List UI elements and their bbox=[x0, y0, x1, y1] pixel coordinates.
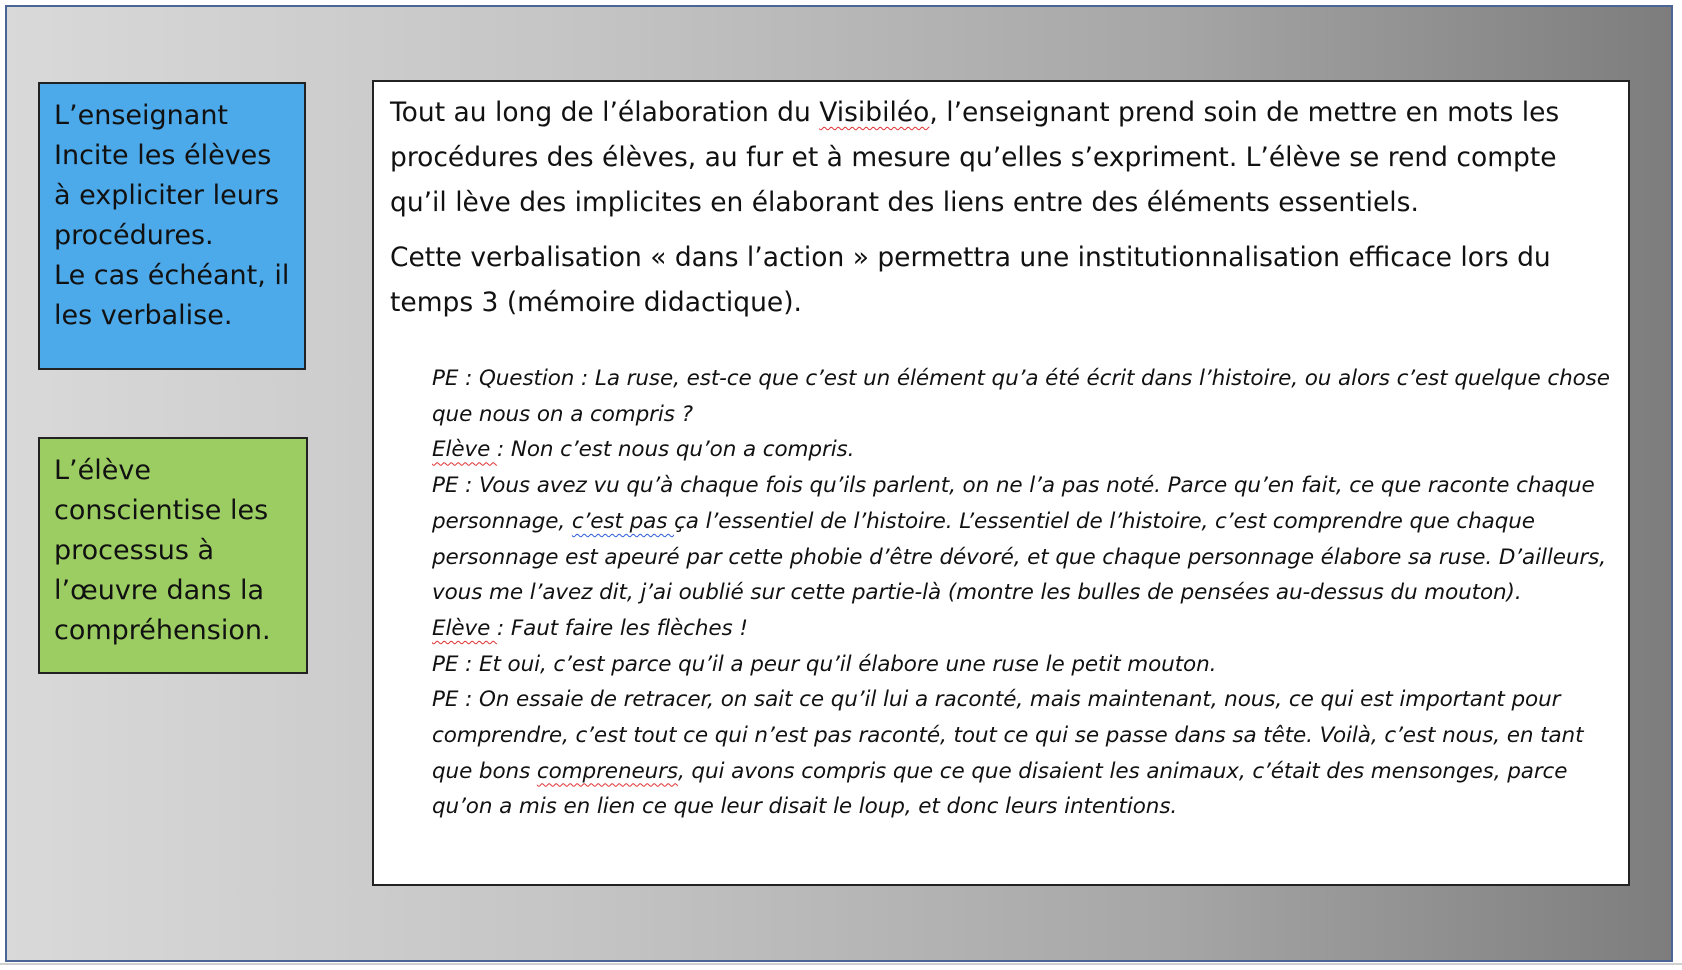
teacher-box-line-3: Le cas échéant, il les verbalise. bbox=[54, 260, 290, 331]
dialogue-text: , qui avons compris que ce que disaient les animaux, c’était des mensonges, parce qu’on a mis en lien ce que leur disait le loup, et donc leurs intentions. bbox=[432, 758, 1568, 820]
bottom-divider bbox=[0, 963, 1682, 965]
transcript-box bbox=[372, 80, 1630, 886]
dialogue-text: PE : On essaie de retracer, on sait ce qu’il lui a raconté, mais maintenant, nous, ce qui est important pour comprendre, c’est tout ce qui n’est pas raconté, tout ce qui se passe dans sa tête. Voilà, c’est nous, en tant que bons bbox=[432, 687, 1584, 784]
student-box-text: L’élève conscientise les processus à l’œuvre dans la compréhension. bbox=[54, 455, 271, 646]
dialogue-line bbox=[432, 611, 1612, 647]
dialogue-text: PE : Et oui, c’est parce qu’il a peur qu’il élabore une ruse le petit mouton. bbox=[432, 651, 1217, 677]
intro-text-start: Tout au long de l’élaboration du bbox=[390, 97, 820, 128]
intro-text-end: , l’enseignant prend soin de mettre en mots les procédures des élèves, au fur et à mesure qu’elles s’expriment. L’élève se rend compte qu’il lève des implicites en élaborant des liens entre des éléments essentiels. bbox=[390, 97, 1560, 218]
dialogue-text: PE : Vous avez vu qu’à chaque fois qu’ils parlent, on ne l’a pas noté. Parce qu’en fait, ce que raconte chaque personnage, bbox=[432, 473, 1595, 534]
dialogue-text: ça l’essentiel de l’histoire. L’essentiel de l’histoire, c’est comprendre que chaque personnage est apeuré par cette phobie d’être dévoré, et que chaque personnage élabore sa ruse. D’ailleurs, vous me l’avez dit, j’ai oublié sur cette partie-là (montre les bulles de pensées au-dessus du mouton). bbox=[432, 508, 1606, 606]
dialogue-line bbox=[432, 361, 1612, 432]
teacher-role-box bbox=[38, 82, 306, 370]
grammar-flag-phrase: c’est pas bbox=[571, 508, 675, 534]
intro-paragraph-2: Cette verbalisation « dans l’action » permettra une institutionnalisation efficace lors du temps 3 (mémoire didactique). bbox=[390, 242, 1551, 318]
intro-paragraph-1 bbox=[390, 90, 1612, 225]
teacher-box-line-2: Incite les élèves à expliciter leurs procédures. bbox=[54, 140, 280, 251]
teacher-box-line-1: L’enseignant bbox=[54, 100, 229, 131]
dialogue-line bbox=[432, 468, 1612, 611]
dialogue-transcript bbox=[432, 361, 1612, 825]
speaker-label: Elève bbox=[432, 437, 497, 463]
dialogue-text: : Faut faire les flèches ! bbox=[496, 615, 748, 641]
speaker-label: Elève bbox=[432, 615, 497, 641]
dialogue-line bbox=[432, 647, 1612, 683]
dialogue-text: PE : Question : La ruse, est-ce que c’est un élément qu’a été écrit dans l’histoire, ou alors c’est quelque chose que nous on a compris ? bbox=[432, 366, 1610, 427]
dialogue-text: : Non c’est nous qu’on a compris. bbox=[496, 437, 855, 463]
spellcheck-word-compreneurs: compreneurs bbox=[536, 758, 678, 784]
spellcheck-word-visibileo: Visibiléo bbox=[819, 97, 930, 128]
dialogue-line bbox=[432, 432, 1612, 468]
dialogue-line bbox=[432, 682, 1612, 825]
student-role-box bbox=[38, 437, 308, 674]
